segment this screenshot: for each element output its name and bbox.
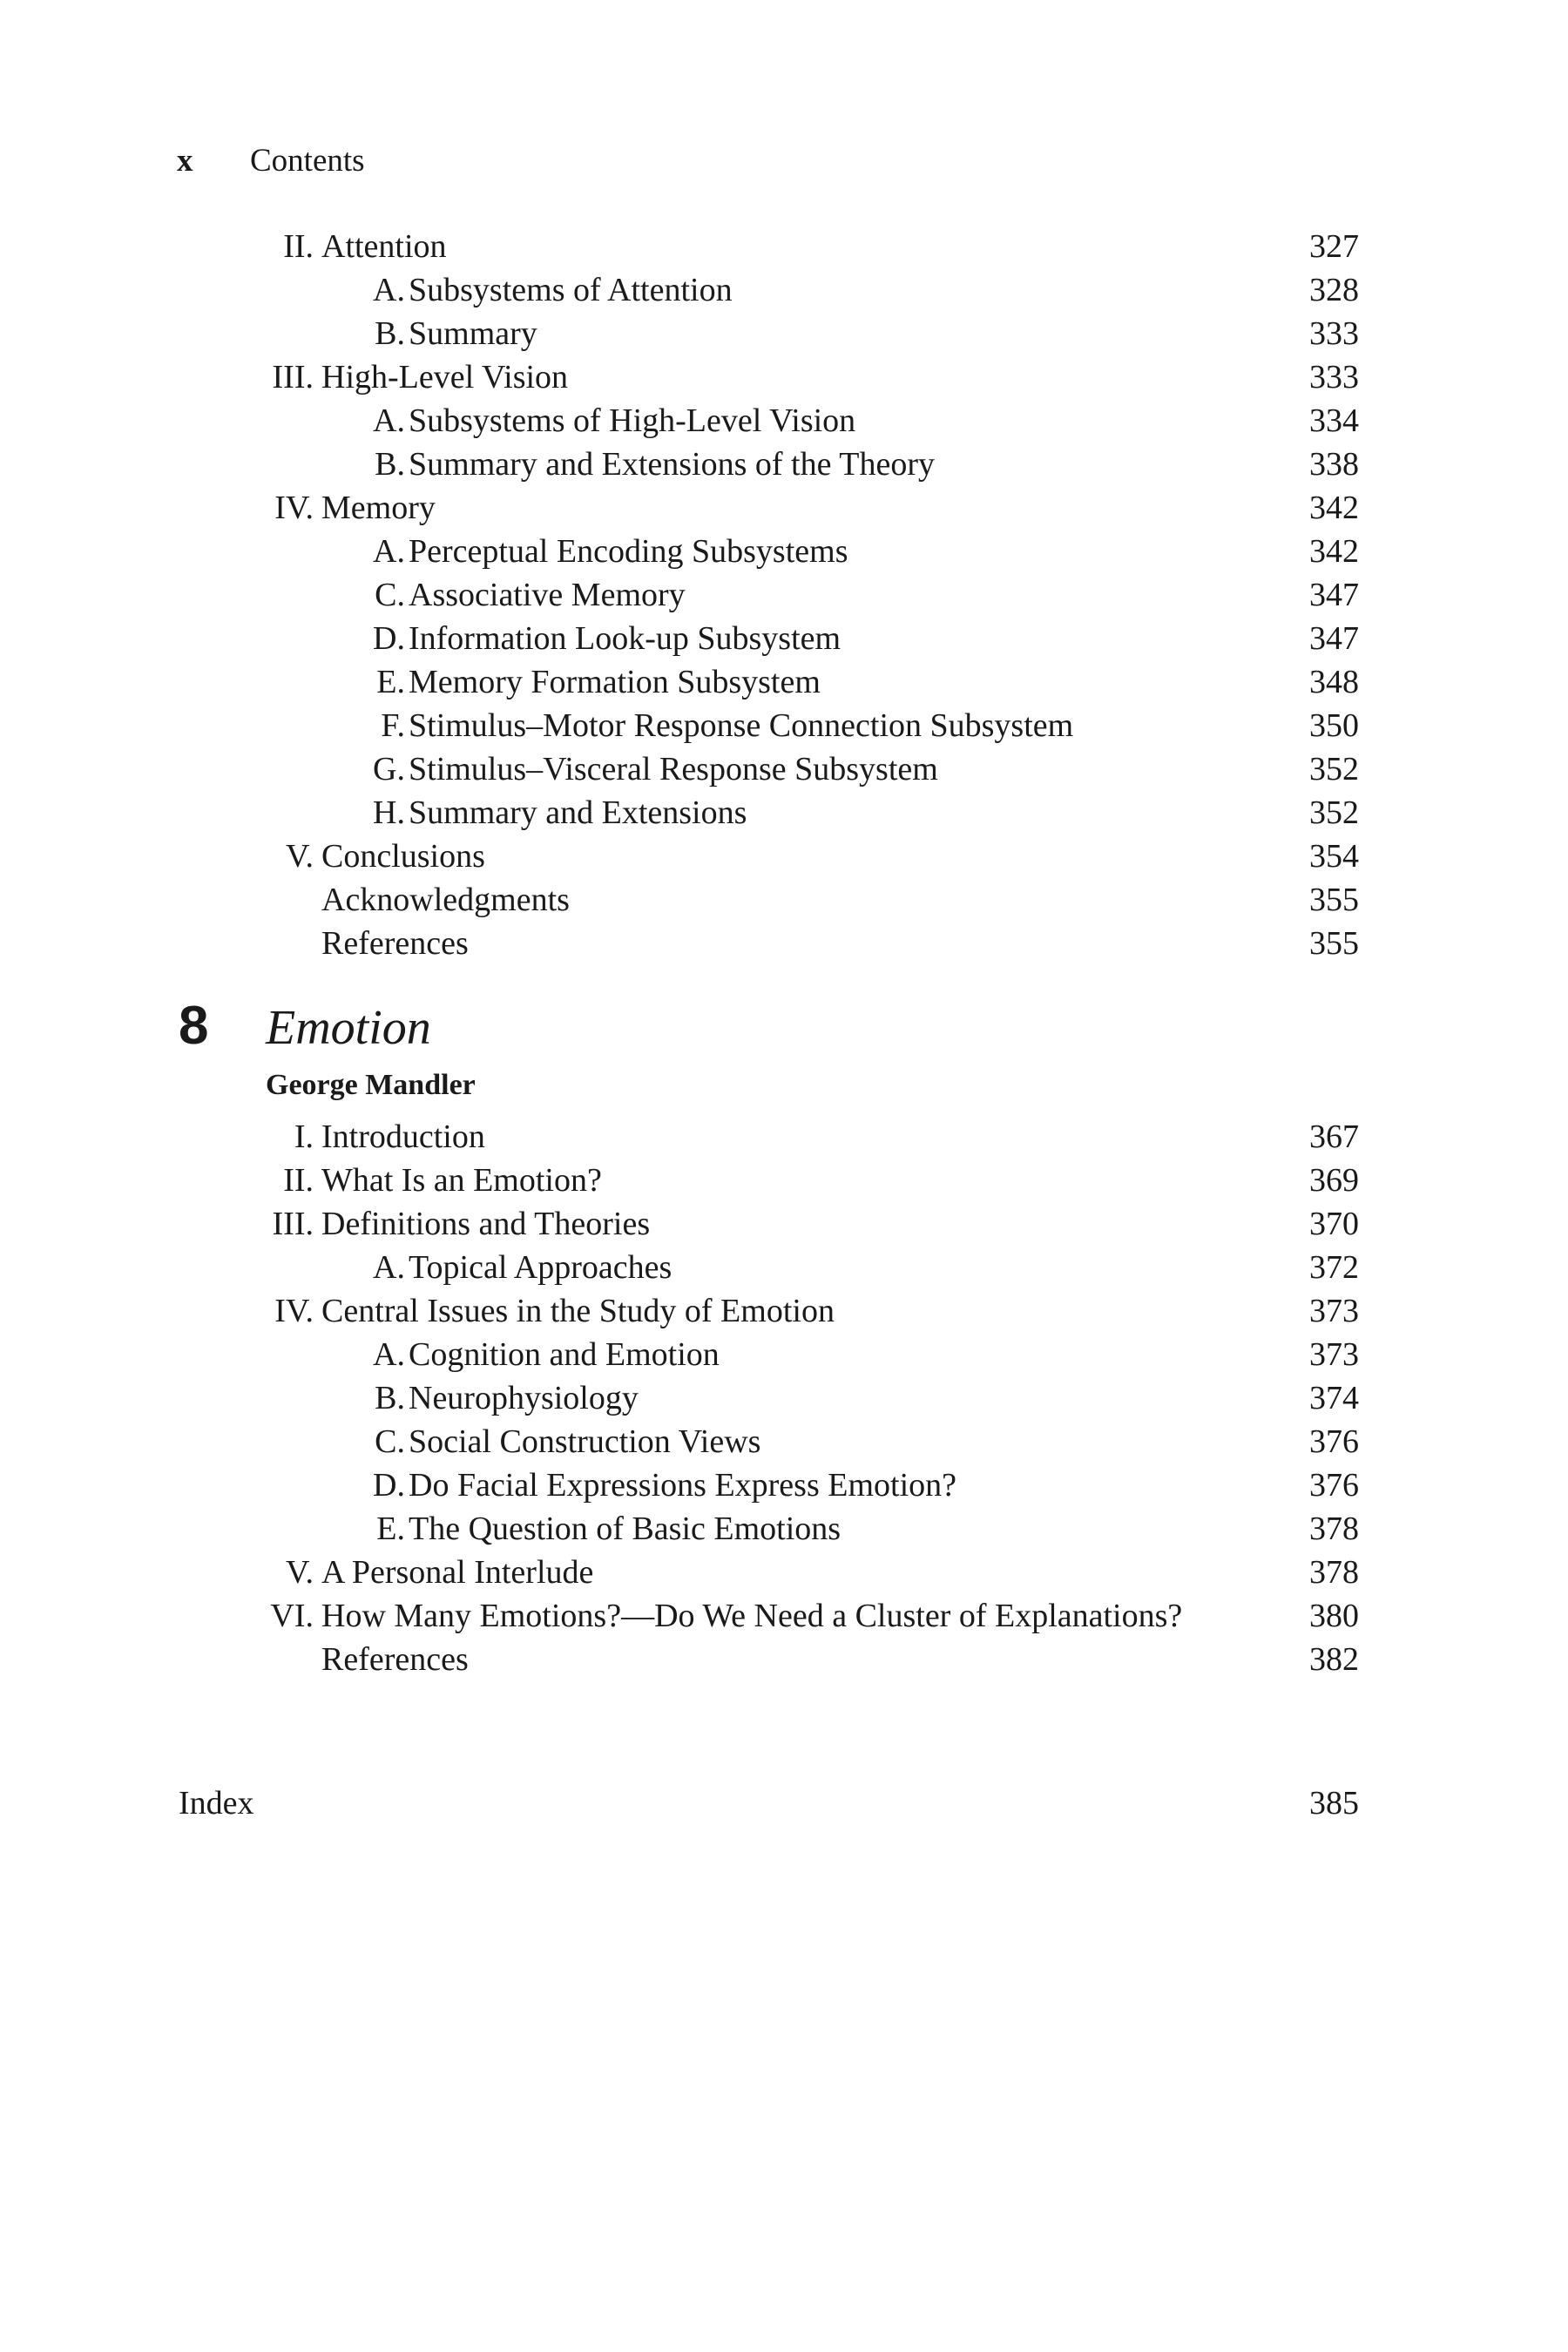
toc-entry-title: Memory Formation Subsystem xyxy=(409,664,821,700)
toc-entry-title: How Many Emotions?—Do We Need a Cluster of Explanations? xyxy=(321,1598,1183,1634)
toc-entry-page-number: 373 xyxy=(1309,1336,1359,1373)
toc-entry[interactable] xyxy=(0,1376,1568,1420)
toc-entry-number: II. xyxy=(283,1162,314,1199)
toc-entry-page-number: 373 xyxy=(1309,1293,1359,1329)
toc-entry-page-number: 372 xyxy=(1309,1249,1359,1286)
toc-entry[interactable] xyxy=(0,573,1568,617)
toc-entry-page-number: 355 xyxy=(1309,925,1359,962)
toc-entry-title: The Question of Basic Emotions xyxy=(409,1511,841,1547)
toc-entry-number: B. xyxy=(375,315,405,352)
toc-entry-title: Attention xyxy=(321,228,447,265)
toc-entry[interactable] xyxy=(0,660,1568,704)
toc-entry-number: C. xyxy=(375,577,405,613)
toc-entry-page-number: 378 xyxy=(1309,1554,1359,1591)
toc-entry[interactable] xyxy=(0,1333,1568,1376)
toc-entry-number: C. xyxy=(375,1423,405,1460)
toc-entry-number: III. xyxy=(272,1206,314,1242)
toc-entry[interactable] xyxy=(0,1638,1568,1681)
toc-entry[interactable] xyxy=(0,1594,1568,1638)
toc-entry[interactable] xyxy=(0,704,1568,747)
chapter-number: 8 xyxy=(179,996,209,1056)
toc-entry-title: Information Look-up Subsystem xyxy=(409,620,841,657)
toc-entry-index[interactable] xyxy=(0,1781,1568,1825)
toc-entry-page-number: 327 xyxy=(1309,228,1359,265)
chapter-heading xyxy=(0,991,1568,1061)
toc-entry-number: D. xyxy=(373,620,405,657)
toc-entry-page-number: 347 xyxy=(1309,620,1359,657)
toc-entry[interactable] xyxy=(0,443,1568,486)
toc-entry-number: V. xyxy=(285,1554,314,1591)
toc-entry-number: II. xyxy=(283,228,314,265)
toc-entry-number: I. xyxy=(294,1119,314,1155)
toc-entry-title: Summary and Extensions of the Theory xyxy=(409,446,936,483)
toc-entry-page-number: 342 xyxy=(1309,490,1359,526)
toc-entry-page-number: 374 xyxy=(1309,1380,1359,1416)
toc-entry-title: Perceptual Encoding Subsystems xyxy=(409,533,848,570)
toc-entry[interactable] xyxy=(0,1159,1568,1202)
toc-entry-number: V. xyxy=(285,838,314,875)
toc-entry-page-number: 352 xyxy=(1309,751,1359,787)
toc-entry-page-number: 380 xyxy=(1309,1598,1359,1634)
toc-entry-number: A. xyxy=(373,533,405,570)
toc-entry-page-number: 342 xyxy=(1309,533,1359,570)
toc-entry-title: Introduction xyxy=(321,1119,485,1155)
toc-entry-title: High-Level Vision xyxy=(321,359,569,395)
toc-entry[interactable] xyxy=(0,399,1568,443)
index-page-number: 385 xyxy=(1309,1785,1359,1821)
toc-entry[interactable] xyxy=(0,1246,1568,1289)
toc-entry-page-number: 376 xyxy=(1309,1467,1359,1504)
toc-entry[interactable] xyxy=(0,1115,1568,1159)
toc-entry-number: A. xyxy=(373,1336,405,1373)
toc-entry-title: Cognition and Emotion xyxy=(409,1336,720,1373)
toc-entry[interactable] xyxy=(0,225,1568,268)
toc-entry-title: References xyxy=(321,1641,469,1678)
toc-entry-title: Acknowledgments xyxy=(321,882,570,918)
toc-entry-number: IV. xyxy=(274,1293,314,1329)
toc-entry-title: Social Construction Views xyxy=(409,1423,761,1460)
toc-entry-number: IV. xyxy=(274,490,314,526)
toc-entry-number: G. xyxy=(373,751,405,787)
toc-entry-page-number: 354 xyxy=(1309,838,1359,875)
toc-entry-page-number: 333 xyxy=(1309,359,1359,395)
chapter-title: Emotion xyxy=(266,1001,431,1055)
toc-entry[interactable] xyxy=(0,922,1568,965)
toc-entry-title: Subsystems of High-Level Vision xyxy=(409,402,856,439)
index-label: Index xyxy=(179,1785,254,1821)
chapter-author: George Mandler xyxy=(266,1069,476,1101)
toc-entry-page-number: 369 xyxy=(1309,1162,1359,1199)
toc-entry[interactable] xyxy=(0,1463,1568,1507)
toc-entry-number: III. xyxy=(272,359,314,395)
toc-entry-title: A Personal Interlude xyxy=(321,1554,594,1591)
toc-entry-page-number: 355 xyxy=(1309,882,1359,918)
toc-entry-title: Memory xyxy=(321,490,436,526)
toc-section-chapter-7-continued xyxy=(0,225,1568,965)
toc-entry-page-number: 378 xyxy=(1309,1511,1359,1547)
toc-entry-page-number: 370 xyxy=(1309,1206,1359,1242)
toc-entry[interactable] xyxy=(0,835,1568,878)
toc-entry-number: VI. xyxy=(270,1598,314,1634)
toc-entry[interactable] xyxy=(0,878,1568,922)
toc-entry-title: Definitions and Theories xyxy=(321,1206,651,1242)
toc-entry-number: A. xyxy=(373,402,405,439)
toc-entry[interactable] xyxy=(0,617,1568,660)
toc-entry-title: Conclusions xyxy=(321,838,485,875)
toc-entry[interactable] xyxy=(0,486,1568,530)
toc-entry[interactable] xyxy=(0,530,1568,573)
toc-entry-page-number: 367 xyxy=(1309,1119,1359,1155)
toc-entry-number: B. xyxy=(375,1380,405,1416)
toc-entry[interactable] xyxy=(0,312,1568,355)
toc-entry-page-number: 350 xyxy=(1309,707,1359,744)
toc-entry-title: References xyxy=(321,925,469,962)
toc-entry-page-number: 347 xyxy=(1309,577,1359,613)
toc-entry-page-number: 338 xyxy=(1309,446,1359,483)
toc-entry-title: Do Facial Expressions Express Emotion? xyxy=(409,1467,957,1504)
toc-entry-page-number: 382 xyxy=(1309,1641,1359,1678)
toc-entry-title: Subsystems of Attention xyxy=(409,272,733,308)
toc-entry[interactable] xyxy=(0,747,1568,791)
toc-entry-number: H. xyxy=(373,794,405,831)
toc-entry-title: What Is an Emotion? xyxy=(321,1162,602,1199)
toc-entry[interactable] xyxy=(0,1289,1568,1333)
toc-entry-page-number: 328 xyxy=(1309,272,1359,308)
toc-entry-number: E. xyxy=(376,1511,405,1547)
toc-entry-title: Associative Memory xyxy=(409,577,686,613)
toc-entry-number: E. xyxy=(376,664,405,700)
running-head-label: Contents xyxy=(250,143,365,179)
toc-entry-number: B. xyxy=(375,446,405,483)
toc-entry[interactable] xyxy=(0,268,1568,312)
toc-entry-title: Central Issues in the Study of Emotion xyxy=(321,1293,835,1329)
toc-section-chapter-8 xyxy=(0,1115,1568,1681)
toc-entry-title: Summary and Extensions xyxy=(409,794,747,831)
toc-entry-number: D. xyxy=(373,1467,405,1504)
toc-entry[interactable] xyxy=(0,791,1568,835)
toc-entry-number: F. xyxy=(381,707,405,744)
running-head xyxy=(177,139,365,183)
toc-entry[interactable] xyxy=(0,1420,1568,1463)
toc-entry[interactable] xyxy=(0,1202,1568,1246)
toc-entry-page-number: 334 xyxy=(1309,402,1359,439)
toc-entry-number: A. xyxy=(373,272,405,308)
toc-entry-title: Stimulus–Motor Response Connection Subsystem xyxy=(409,707,1074,744)
toc-entry-title: Stimulus–Visceral Response Subsystem xyxy=(409,751,938,787)
toc-entry-page-number: 376 xyxy=(1309,1423,1359,1460)
toc-entry-number: A. xyxy=(373,1249,405,1286)
toc-entry-page-number: 352 xyxy=(1309,794,1359,831)
toc-entry-title: Neurophysiology xyxy=(409,1380,639,1416)
toc-entry[interactable] xyxy=(0,1507,1568,1551)
toc-entry-page-number: 348 xyxy=(1309,664,1359,700)
toc-entry-title: Summary xyxy=(409,315,537,352)
toc-entry[interactable] xyxy=(0,1551,1568,1594)
page-folio: x xyxy=(177,143,193,179)
toc-entry-title: Topical Approaches xyxy=(409,1249,672,1286)
toc-entry[interactable] xyxy=(0,355,1568,399)
toc-entry-page-number: 333 xyxy=(1309,315,1359,352)
